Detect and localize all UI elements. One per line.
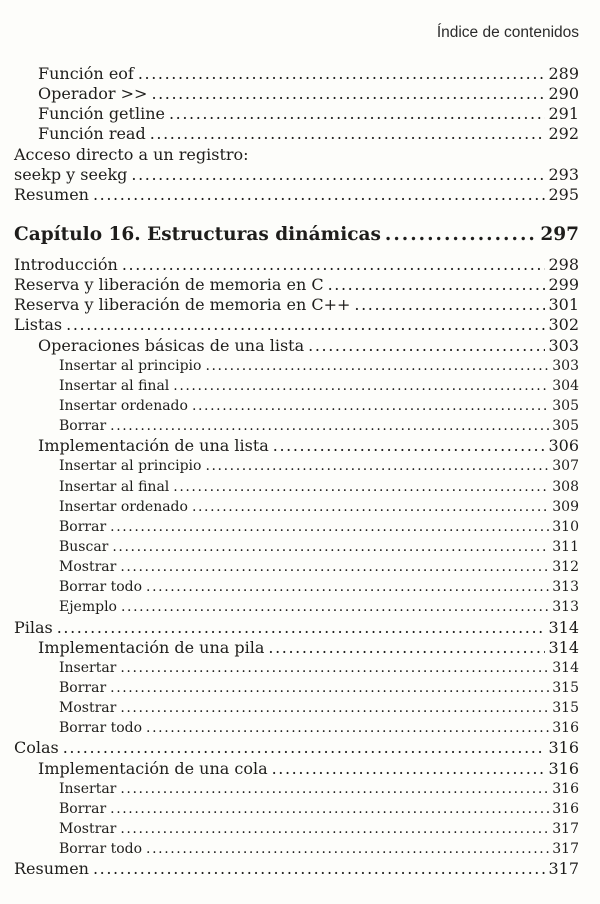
dot-leader [173,477,549,497]
running-header: Índice de contenidos [436,24,579,41]
dot-leader [146,839,549,859]
toc-entry-label: Insertar al principio [59,357,202,374]
toc-entry-page-number: 312 [552,559,579,576]
dot-leader [120,698,549,718]
dot-leader [169,104,545,124]
dot-leader [110,678,549,698]
toc-entry-label: Ejemplo [59,599,117,616]
toc-entry-page-number: 308 [552,478,579,495]
toc-entry-page-number: 303 [552,357,579,374]
toc-entry [14,145,579,165]
toc-entry [14,517,579,537]
toc-entry-page-number: 314 [548,617,579,637]
toc-entry-page-number: 293 [548,164,579,184]
toc-entry [14,376,579,396]
toc-entry [14,557,579,577]
toc-entry-label: Mostrar [59,559,117,576]
dot-leader [110,416,549,436]
toc-entry-label: Operaciones básicas de una lista [38,335,305,355]
toc-entry [14,658,579,678]
toc-entry-label: Reserva y liberación de memoria en C++ [14,295,351,315]
toc-entry [14,819,579,839]
toc-entry-page-number: 298 [548,254,579,274]
toc-entry-page-number: 305 [552,397,579,414]
toc-entry-label: Borrar todo [59,720,143,737]
toc-entry [14,315,579,335]
toc-entry-page-number: 290 [548,84,579,104]
toc-entry [14,738,579,758]
dot-leader [146,577,549,597]
toc-entry [14,185,579,205]
toc-entry-label: Borrar [59,518,107,535]
toc-entry-page-number: 311 [552,538,579,555]
toc-entry-label: Introducción [14,254,118,274]
toc-chapter-heading [14,221,579,249]
toc-entry-page-number: 316 [552,800,579,817]
toc-entry-page-number: 317 [552,820,579,837]
toc-entry-page-number: 301 [548,295,579,315]
dot-leader [205,356,549,376]
toc-entry-page-number: 317 [548,859,579,879]
dot-leader [93,859,545,879]
dot-leader [93,185,545,205]
toc-entry-label: Función getline [38,104,165,124]
toc-list [0,64,600,879]
toc-entry [14,497,579,517]
toc-entry [14,859,579,879]
toc-entry-label: Acceso directo a un registro: [14,144,249,164]
toc-entry-label: Borrar [59,800,107,817]
dot-leader [57,618,546,638]
toc-entry-page-number: 304 [552,377,579,394]
toc-entry [14,396,579,416]
toc-entry [14,295,579,315]
toc-entry-page-number: 314 [548,637,579,657]
toc-entry-page-number: 315 [552,679,579,696]
toc-entry-page-number: 316 [552,720,579,737]
dot-leader [120,658,549,678]
dot-leader [146,718,549,738]
toc-entry-label: Insertar [59,659,117,676]
toc-entry-label: Buscar [59,538,109,555]
toc-entry-page-number: 316 [548,738,579,758]
dot-leader [110,799,549,819]
toc-entry [14,436,579,456]
toc-entry-page-number: 291 [548,104,579,124]
toc-entry [14,799,579,819]
toc-entry-page-number: 305 [552,418,579,435]
dot-leader [121,597,549,617]
dot-leader [192,396,549,416]
dot-leader [131,165,545,185]
toc-entry [14,104,579,124]
toc-entry [14,678,579,698]
toc-entry-label: Borrar todo [59,841,143,858]
toc-entry-label: Insertar [59,780,117,797]
toc-entry-page-number: 313 [552,599,579,616]
toc-entry [14,779,579,799]
toc-entry-label: Reserva y liberación de memoria en C [14,275,324,295]
dot-leader [308,336,545,356]
dot-leader [273,436,546,456]
toc-entry-label: Borrar [59,679,107,696]
dot-leader [120,557,549,577]
toc-entry [14,165,579,185]
toc-entry-label: Borrar [59,418,107,435]
toc-entry-label: Colas [14,738,59,758]
toc-entry-label: Resumen [14,859,89,879]
dot-leader [110,517,549,537]
toc-entry-label: Operador >> [38,84,148,104]
toc-entry [14,84,579,104]
toc-entry [14,275,579,295]
toc-entry [14,124,579,144]
toc-entry [14,356,579,376]
toc-entry [14,537,579,557]
toc-entry [14,618,579,638]
toc-entry [14,577,579,597]
dot-leader [138,64,546,84]
toc-entry [14,698,579,718]
toc-entry [14,597,579,617]
toc-entry-page-number: 309 [552,498,579,515]
toc-entry [14,477,579,497]
dot-leader [120,819,549,839]
toc-entry-page-number: 306 [548,436,579,456]
toc-entry [14,638,579,658]
toc-entry-page-number: 295 [548,184,579,204]
dot-leader [112,537,549,557]
toc-entry-page-number: 307 [552,458,579,475]
toc-entry-page-number: 316 [548,758,579,778]
toc-entry-label: Mostrar [59,700,117,717]
dot-leader [205,456,549,476]
toc-entry-label: Insertar ordenado [59,397,188,414]
toc-entry-label: Implementación de una cola [38,758,268,778]
toc-entry-page-number: 317 [552,841,579,858]
toc-entry-page-number: 316 [552,780,579,797]
dot-leader [150,124,546,144]
toc-entry [14,255,579,275]
dot-leader [354,295,545,315]
toc-entry [14,64,579,84]
toc-entry-label: Resumen [14,184,89,204]
toc-entry [14,839,579,859]
toc-entry [14,718,579,738]
toc-entry-label: Insertar al final [59,377,170,394]
toc-entry-page-number: 310 [552,518,579,535]
toc-entry-page-number: 302 [548,315,579,335]
toc-entry [14,336,579,356]
toc-entry-label: Implementación de una pila [38,637,265,657]
toc-entry-page-number: 292 [548,124,579,144]
toc-entry-page-number: 303 [548,335,579,355]
toc-entry-page-number: 297 [540,223,579,245]
toc-entry-label: Borrar todo [59,579,143,596]
toc-entry-page-number: 315 [552,700,579,717]
dot-leader [192,497,549,517]
toc-entry-page-number: 289 [548,64,579,83]
toc-entry [14,456,579,476]
dot-leader [385,221,537,249]
toc-entry-label: Implementación de una lista [38,436,269,456]
toc-entry [14,759,579,779]
dot-leader [328,275,546,295]
dot-leader [151,84,545,104]
dot-leader [268,638,545,658]
dot-leader [173,376,549,396]
toc-entry-label: Función eof [38,64,134,83]
toc-entry-page-number: 314 [552,659,579,676]
toc-entry-label: Pilas [14,617,53,637]
toc-entry-label: seekp y seekg [14,164,128,184]
dot-leader [122,255,546,275]
dot-leader [66,315,545,335]
toc-entry-label: Insertar al principio [59,458,202,475]
toc-entry-label: Capítulo 16. Estructuras dinámicas [14,223,381,245]
toc-entry-label: Listas [14,315,63,335]
toc-entry-label: Mostrar [59,820,117,837]
dot-leader [120,779,549,799]
toc-entry-page-number: 299 [548,275,579,295]
dot-leader [63,738,546,758]
dot-leader [272,759,546,779]
toc-entry [14,416,579,436]
toc-entry-label: Insertar al final [59,478,170,495]
toc-entry-label: Función read [38,124,146,144]
toc-entry-label: Insertar ordenado [59,498,188,515]
toc-entry-page-number: 313 [552,579,579,596]
